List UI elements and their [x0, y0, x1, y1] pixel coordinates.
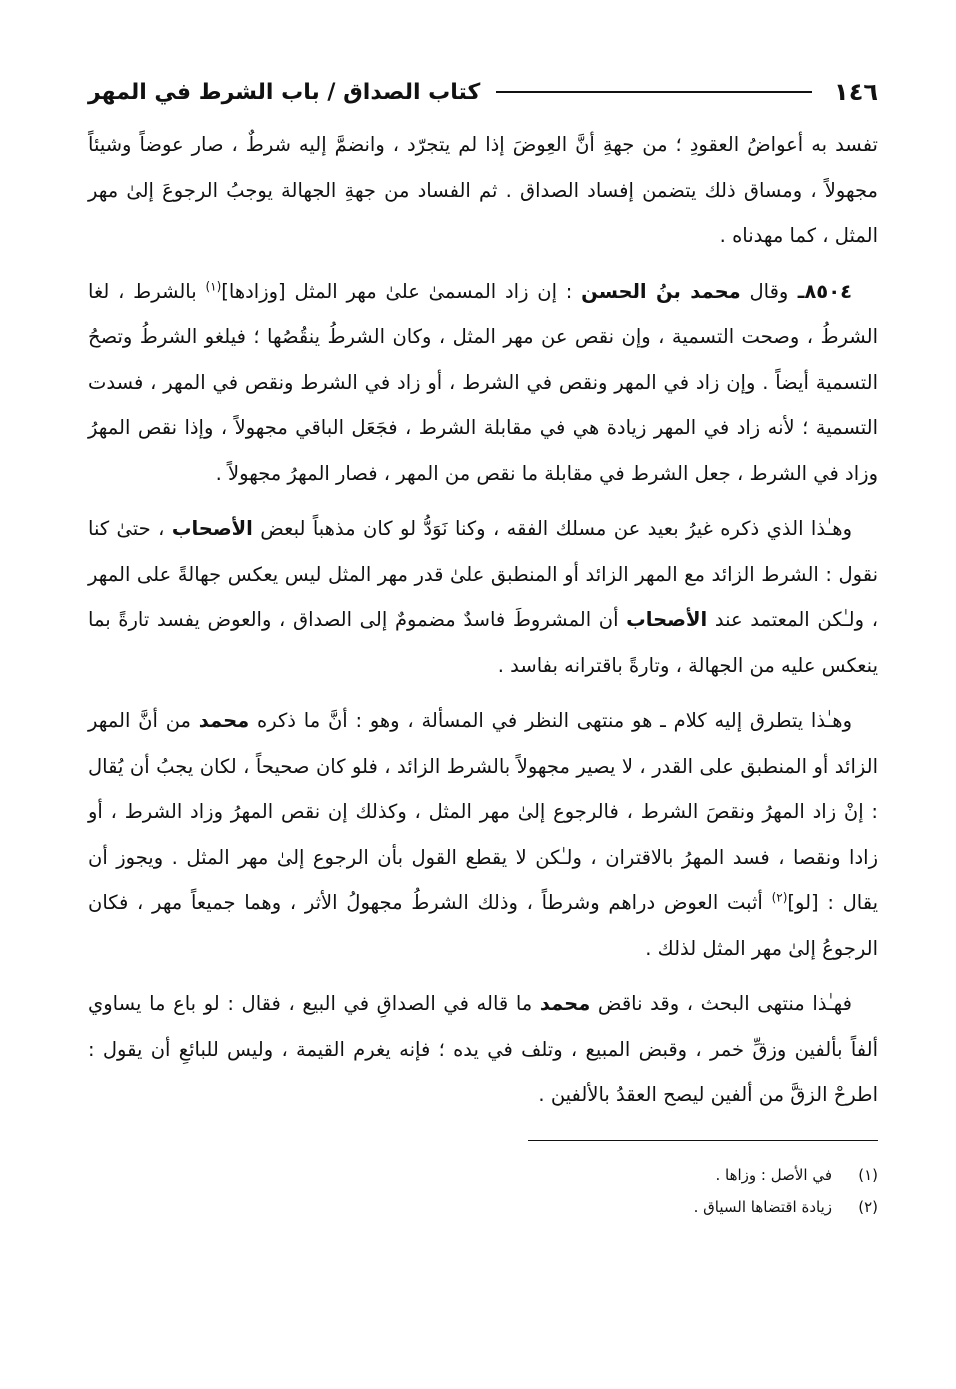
header-rule	[496, 91, 812, 93]
text-run: وهـٰذا الذي ذكره غيرُ بعيد عن مسلك الفقه ، وكنا نَوَدُّ لو كان مذهباً لبعض	[252, 517, 852, 540]
footnotes	[88, 1159, 878, 1223]
bold-text: الأصحاب	[626, 608, 708, 631]
footnote-number: (١)	[858, 1166, 878, 1184]
text-run: بالشرط ، لغا الشرطُ ، وصحت التسمية ، وإن نقص عن مهر المثل ، وكان الشرطُ ينقُصُها ؛ فيلغو الشرطُ وتصحُ التسمية أيضاً . وإن زاد في المهر ونقص في الشرط ، أو زاد في الشرط ونقص في المهر ، فسدت التسمية ؛ لأنه زاد في المهر زيادة هي في مقابلة الشرط ، فجَعَل الباقي مجهولاً ، وإذا نقص المهرُ وزاد في الشرط ، جعل الشرط في مقابلة ما نقص من المهر ، فصار المهرُ مجهولاً .	[88, 279, 878, 485]
text-run: وهـٰذا يتطرق إليه كلام ـ هو منتهى النظر في المسألة ، وهو : أنَّ ما ذكره	[249, 709, 852, 732]
body-text	[88, 122, 878, 1118]
text-run: أن المشروطَ فاسدٌ مضمومٌ إلى الصداق ، والعوض يفسد تارةً بما ينعكس عليه من الجهالة ، وتارةً باقترانه بفاسد .	[88, 608, 878, 677]
text-run: ما قاله في الصداقِ في البيع ، فقال : لو باع ما يساوي ألفاً بألفين وزقِّ خمر ، وقبض المبيع ، وتلف في يده ؛ فإنه يغرم القيمة ، وليس للبائعِ أن يقول : اطرحْ الزقَّ من ألفين ليصح العقدُ بالألفين .	[88, 992, 878, 1106]
bold-text: الأصحاب	[171, 517, 253, 540]
paragraph	[88, 122, 878, 259]
bold-text: محمد	[539, 992, 591, 1015]
footnote-marker: (١)	[205, 279, 222, 293]
paragraph	[88, 981, 878, 1118]
footnote-text: زيادة اقتضاها السياق .	[693, 1198, 832, 1216]
text-run: وقال	[740, 279, 789, 303]
footnote-text: في الأصل : وزاها .	[715, 1166, 832, 1184]
paragraph	[88, 698, 878, 971]
footnote	[88, 1159, 878, 1191]
footnote-rule	[528, 1140, 878, 1142]
running-title: كتاب الصداق / باب الشرط في المهر	[88, 79, 481, 105]
footnote-marker: (٢)	[771, 890, 788, 905]
text-run: أثبت العوض دراهم وشرطاً ، وذلك الشرطُ مجهولُ الأثر ، وهما جميعاً مهر ، فكان الرجوعُ إلىٰ مهر المثل لذلك .	[88, 891, 878, 960]
bold-text: ٨٥٠٤ـ	[788, 279, 852, 303]
text-run: من أنَّ المهر الزائد أو المنطبق على القدر ، لا يصير مجهولاً بالشرط الزائد ، فلو كان صحيحاً ، لكان يجبُ أن يُقال : إنْ زاد المهرُ ونقصَ الشرط ، فالرجوع إلىٰ مهر المثل ، وكذلك إن نقص المهرُ وزاد الشرط ، أو زادا ونقصا ، فسد المهرُ بالاقتران ، ولـٰكن لا يقطع القول بأن الرجوع إلىٰ مهر المثل . ويجوز أن يقال : [لو]	[88, 709, 879, 914]
paragraph	[88, 269, 878, 497]
bold-text: محمد	[198, 709, 250, 732]
footnote	[88, 1191, 878, 1223]
document-page	[88, 70, 878, 1223]
text-run: : إن زاد المسمىٰ علىٰ مهر المثل [وزادها]	[221, 279, 582, 303]
text-run: فهـٰذا منتهى البحث ، وقد ناقض	[590, 992, 852, 1015]
text-run: ، حتىٰ كنا نقول : الشرط الزائد مع المهر الزائد أو المنطبق علىٰ قدر مهر المثل ليس يعكس جهالةً على المهر ، ولـٰكن المعتمد عند	[88, 517, 878, 631]
footnote-number: (٢)	[858, 1198, 878, 1216]
bold-text: محمد بنُ الحسن	[581, 279, 741, 303]
paragraph	[88, 506, 878, 688]
page-number: ١٤٦	[834, 78, 878, 106]
page-header	[88, 70, 878, 114]
text-run: تفسد به أعواضُ العقودِ ؛ من جهةِ أنَّ العِوضَ إذا لم يتجرّد ، وانضمَّ إليه شرطٌ ، صار عوضاً وشيئاً مجهولاً ، ومساق ذلك يتضمن إفساد الصداق . ثم الفساد من جهةِ الجهالة يوجبُ الرجوعَ إلىٰ مهر المثل ، كما مهدناه .	[88, 133, 878, 247]
